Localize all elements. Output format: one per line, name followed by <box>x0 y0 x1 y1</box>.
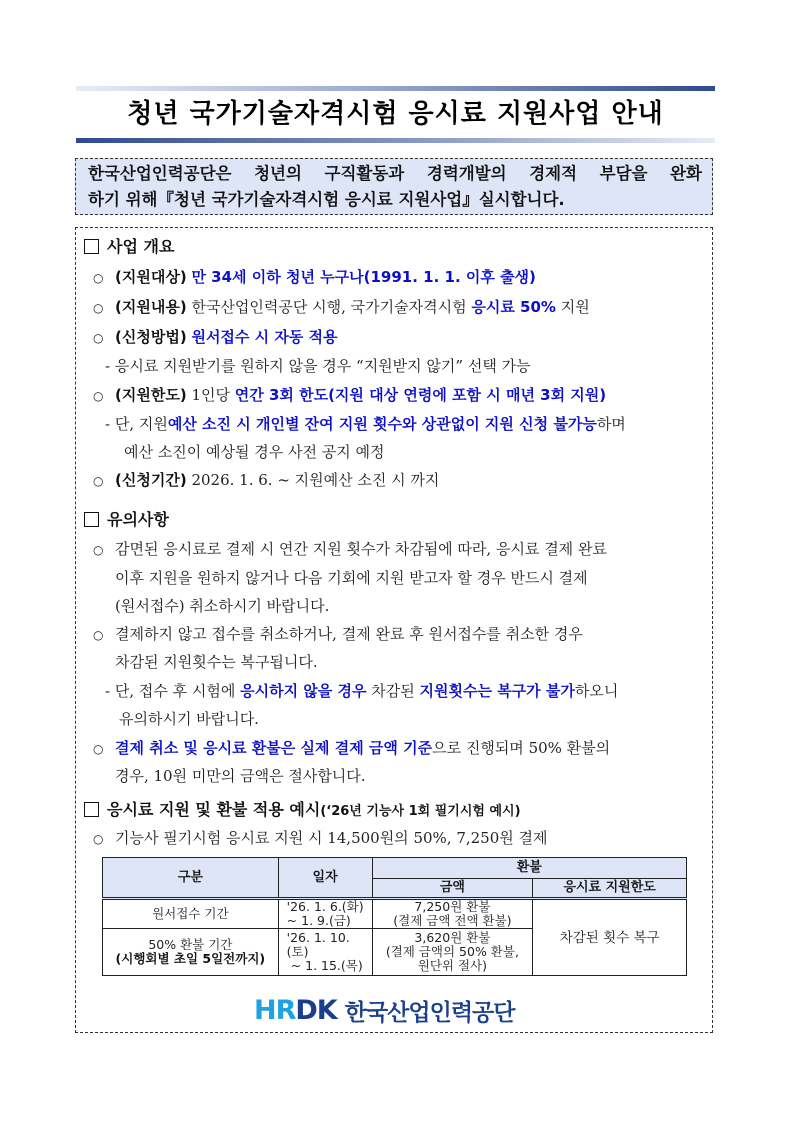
section-heading-overview <box>84 234 174 257</box>
note-line: 결제하지 않고 접수를 취소하거나, 결제 완료 후 원서접수를 취소한 경우 <box>115 625 583 643</box>
circle-bullet-icon: ○ <box>93 474 104 488</box>
sub-prefix: - 단, 접수 후 시험에 <box>105 682 241 700</box>
item-highlight: 원서접수 시 자동 적용 <box>191 328 338 346</box>
section-heading-note: (‘26년 기능사 1회 필기시험 예시) <box>320 804 521 819</box>
item-label: (신청방법) <box>115 328 187 346</box>
refund-example-table <box>102 857 687 976</box>
notes-item-2-line2: 차감된 지원횟수는 복구됩니다. <box>115 653 318 671</box>
example-text: 기능사 필기시험 응시료 지원 시 14,500원의 50%, 7,250원 결제 <box>115 829 548 847</box>
sub-suffix: 하오니 <box>574 682 619 700</box>
notes-item-1-line2: 이후 지원을 원하지 않거나 다음 기회에 지원 받고자 할 경우 반드시 결제 <box>115 569 588 587</box>
section-heading-notes <box>84 507 169 530</box>
cell-date <box>278 929 372 976</box>
section-heading-example <box>84 797 521 820</box>
logo-org-name: 한국산업인력공단 <box>344 999 515 1026</box>
amount-line-1: 7,250원 환불 <box>414 899 491 914</box>
overview-sub-optout: - 응시료 지원받기를 원하지 않을 경우 “지원받지 않기” 선택 가능 <box>105 357 531 375</box>
logo-hr: HR <box>254 994 296 1026</box>
notes-sub-no-show <box>105 680 618 701</box>
overview-item-limit <box>93 384 606 405</box>
cell-date <box>278 899 372 929</box>
header-refund: 환불 <box>372 858 686 879</box>
square-bullet-icon <box>84 239 99 254</box>
square-bullet-icon <box>84 512 99 527</box>
notes-item-1-line3: (원서접수) 취소하시기 바랍니다. <box>115 597 330 615</box>
date-line-2: ~ 1. 15.(목) <box>290 958 363 973</box>
item-text: 2026. 1. 6. ~ 지원예산 소진 시 까지 <box>191 471 440 489</box>
circle-bullet-icon: ○ <box>93 271 104 285</box>
header-limit: 응시료 지원한도 <box>533 879 687 899</box>
sub-suffix: 하며 <box>596 415 626 433</box>
overview-item-method <box>93 326 338 347</box>
item-text: 1인당 <box>191 386 235 404</box>
item-label: (지원한도) <box>115 386 187 404</box>
table-row <box>103 899 687 929</box>
overview-sub-budget <box>105 413 626 434</box>
overview-item-period <box>93 469 439 490</box>
amount-line-3: 원단위 절사) <box>417 958 488 973</box>
item-highlight: 만 34세 이하 청년 누구나(1991. 1. 1. 이후 출생) <box>191 268 536 286</box>
section-heading-text: 응시료 지원 및 환불 적용 예시 <box>107 800 321 819</box>
hrdk-logo <box>254 994 514 1026</box>
cell-limit: 차감된 횟수 복구 <box>533 899 687 976</box>
cell-amount <box>372 929 533 976</box>
circle-bullet-icon: ○ <box>93 301 104 315</box>
cell-category <box>103 899 279 929</box>
title-bar-bottom <box>76 138 715 143</box>
notes-item-3 <box>93 737 610 758</box>
sub-highlight: 예산 소진 시 개인별 잔여 지원 횟수와 상관없이 지원 신청 불가능 <box>167 415 597 433</box>
overview-item-content <box>93 296 590 317</box>
circle-bullet-icon: ○ <box>93 742 104 756</box>
category-line-2: (시행회별 초일 5일전까지) <box>115 951 266 966</box>
category-line-1: 50% 환불 기간 <box>148 937 233 952</box>
item-text: 한국산업인력공단 시행, 국가기술자격시험 <box>191 298 472 316</box>
circle-bullet-icon: ○ <box>93 331 104 345</box>
note-highlight: 결제 취소 및 응시료 환불은 실제 결제 금액 기준 <box>115 739 433 757</box>
circle-bullet-icon: ○ <box>93 389 104 403</box>
intro-box <box>75 158 713 215</box>
notes-item-3-line2: 경우, 10원 미만의 금액은 절사합니다. <box>115 767 366 785</box>
cell-amount <box>372 899 533 929</box>
item-label: (신청기간) <box>115 471 187 489</box>
page-title: 청년 국가기술자격시험 응시료 지원사업 안내 <box>127 99 664 129</box>
item-highlight: 응시료 50% <box>471 298 556 316</box>
sub-mid: 차감된 <box>366 682 420 700</box>
cell-category <box>103 929 279 976</box>
section-heading-text: 유의사항 <box>107 510 169 529</box>
intro-line-2: 하기 위해『청년 국가기술자격시험 응시료 지원사업』실시합니다. <box>88 190 565 209</box>
note-line: 감면된 응시료로 결제 시 연간 지원 횟수가 차감됨에 따라, 응시료 결제 완료 <box>115 540 607 558</box>
item-text-after: 지원 <box>555 298 590 316</box>
date-line-1: '26. 1. 6.(화) <box>286 899 364 914</box>
title-bar-top <box>76 86 715 91</box>
item-label: (지원대상) <box>115 268 187 286</box>
circle-bullet-icon: ○ <box>93 832 104 846</box>
item-highlight: 연간 3회 한도(지원 대상 연령에 포함 시 매년 3회 지원) <box>234 386 607 404</box>
category-text: 원서접수 기간 <box>152 906 229 921</box>
overview-item-target <box>93 266 536 287</box>
circle-bullet-icon: ○ <box>93 628 104 642</box>
header-amount: 금액 <box>372 879 533 899</box>
amount-line-2: (결제 금액의 50% 환불, <box>385 944 519 959</box>
header-date: 일자 <box>278 858 372 899</box>
item-label: (지원내용) <box>115 298 187 316</box>
sub-highlight-2: 지원횟수는 복구가 불가 <box>419 682 575 700</box>
date-line-1: '26. 1. 10.(토) <box>286 930 350 959</box>
square-bullet-icon <box>84 802 99 817</box>
notes-item-2 <box>93 623 583 644</box>
amount-line-1: 3,620원 환불 <box>414 930 491 945</box>
notes-item-1 <box>93 538 607 559</box>
sub-highlight-1: 응시하지 않을 경우 <box>240 682 367 700</box>
date-line-2: ~ 1. 9.(금) <box>286 913 351 928</box>
logo-dk: DK <box>295 994 337 1026</box>
note-suffix: 으로 진행되며 50% 환불의 <box>432 739 611 757</box>
section-heading-text: 사업 개요 <box>107 237 175 256</box>
header-category: 구분 <box>103 858 279 899</box>
overview-sub-budget-line2: 예산 소진이 예상될 경우 사전 공지 예정 <box>124 443 385 461</box>
amount-line-2: (결제 금액 전액 환불) <box>393 913 512 928</box>
circle-bullet-icon: ○ <box>93 543 104 557</box>
sub-prefix: - 단, 지원 <box>105 415 168 433</box>
notes-sub-no-show-line2: 유의하시기 바랍니다. <box>119 710 259 728</box>
intro-line-1: 한국산업인력공단은 청년의 구직활동과 경력개발의 경제적 부담을 완화 <box>88 164 702 183</box>
example-item <box>93 827 548 848</box>
